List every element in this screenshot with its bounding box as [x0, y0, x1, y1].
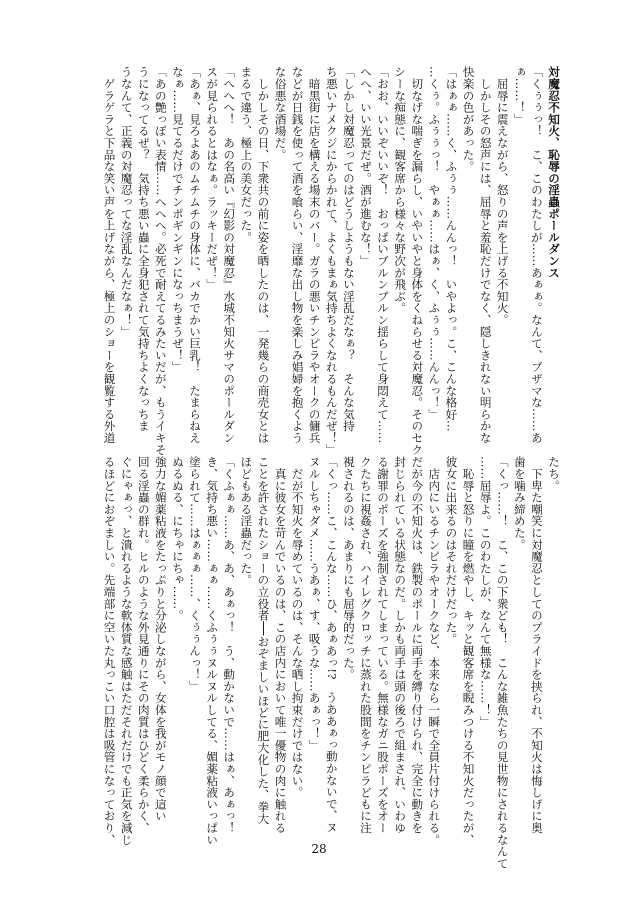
text-line: 「はぁぁ……く、ふぅぅ……んんっ！ いやよっ。こ、こんな格好…: [444, 66, 459, 432]
text-line: 「くっ……こ、こんな……ひ、あぁあっ!? うああぁっ動かないで、ヌ: [324, 456, 339, 834]
text-line: 「しかし対魔忍ってのはどうしようもない淫乱だなぁ？ そんな気持: [341, 66, 356, 432]
text-line: 快楽の色があった。: [461, 66, 476, 173]
text-line: なぁ……見てるだけでチンポギンギンになっちまうぜ！」: [170, 66, 185, 373]
text-line: るほどにおぞましい。先端部に空いた丸っこい口腔は吸管になっており、: [102, 456, 117, 846]
text-line: ヌルしちゃダメ……うあぁ、す、吸うな……あぁっ！」: [307, 456, 322, 751]
text-block-upper: [62, 66, 562, 456]
text-line: クたちに視姦され、ハイレグクロッチに蒸れた股間をチンピラどもに注: [358, 456, 373, 834]
text-line: 「あの艶っぽい表情……へへへ。必死で耐えてるみたいだが、もうイキそ: [153, 66, 168, 456]
text-line: る謝罪のポーズを強制されてしまっている。無様なガニ股ポーズをオー: [376, 456, 391, 834]
text-line: だが今の不知火は、鉄製のポールに両手を縛り付けられ、完全に動きを: [410, 456, 425, 834]
text-line: スが見られるとはなぁ。ラッキーだぜ！」: [205, 66, 220, 291]
text-line: しかしその日、下衆共の前に姿を晒したのは、一発幾らの商売女とは: [256, 66, 271, 444]
text-line: 塗られて……はぁぁぁ……、くぅぅんっ！」: [188, 456, 203, 692]
text-line: ぁ……！」: [512, 66, 527, 125]
text-line: 封じられている状態なのだ。しかも両手は頭の後ろで組まされ、いわゆ: [393, 456, 408, 834]
text-line: ぬるぬる、にちゃにちゃ……。: [170, 456, 185, 622]
text-line: 歯を噛み締めた。: [512, 456, 527, 551]
text-line: 「くぅぅっ！ こ、このわたしが……あぁぁ。なんて、ブザマな……あ: [529, 66, 544, 444]
text-line: 暗黒街に店を構える場末のバー。ガラの悪いチンピラやオークの傭兵: [307, 66, 322, 444]
text-line: 「へへへ！ あの名高い『幻影の対魔忍』水城不知火サマのポールダン: [222, 66, 237, 444]
text-line: …くぅ。ふぅぅっ！ やぁぁ……はぁ、く、ふぅぅ……んんっ！」: [427, 66, 442, 420]
text-line: まるで違う、極上の美女だった。: [239, 66, 254, 243]
text-line: ことを許されたショーの立役者──おぞましいほどに肥大化した、拳大: [256, 456, 271, 825]
text-line: などが日銭を使って酒を喰らい、淫靡な出し物を楽しみ娼婦を抱くよう: [290, 66, 305, 444]
text-line: 「あぁ、見ろよあのムチムチの身体に、バカでかい巨乳！ たまらねえ: [188, 66, 203, 444]
text-line: ち悪いナメクジにからかれて、よくもまぁ気持ちよくなれるもんだぜ！」: [324, 66, 339, 456]
text-line: な俗悪な酒場だ。: [273, 66, 288, 161]
text-line: へへ、いい光景だぜ。酒が進むな！」: [358, 66, 373, 267]
text-line: シーな痴態に、観客席から様々な野次が飛ぶ。: [393, 66, 408, 314]
text-line: うになってるぜ？ 気持ち悪い蟲に全身犯されて気持ちよくなっちま: [136, 66, 151, 432]
text-line: ……屈辱よ。このわたしが、なんて無様な……！」: [478, 456, 493, 728]
text-line: 「くっ……！ こ、この下衆ども！ こんな雑魚たちの見世物にされるなんて: [495, 456, 510, 869]
text-line: だが不知火を辱めているのは、そんな晒し拘束だけではない。: [290, 456, 305, 799]
text-line: 強力な媚薬粘液をたっぷりと分泌しながら、女体を我がモノ顔で這い: [153, 456, 168, 822]
text-line: ほどもある淫蟲だった。: [239, 456, 254, 586]
text-line: 真に彼女を苛んでいるのは、この店内において唯一優物の肉に触れる: [273, 456, 288, 834]
text-line: 下卑た嘲笑に対魔忍としてのプライドを挟られ、不知火は悔しげに奥: [529, 456, 544, 834]
text-line: 彼女に出来るのはそれだけだった。: [444, 456, 459, 645]
text-line: 恥辱と怒りに瞳を燃やし、キッと観客席を睨みつける不知火だったが、: [461, 456, 476, 846]
chapter-title: 対魔忍不知火、恥辱の淫蟲ポールダンス: [547, 66, 561, 279]
text-line: たち。: [547, 456, 561, 492]
text-line: 屈辱に震えながら、怒りの声を上げる不知火。: [495, 66, 510, 326]
text-line: 店内にいるチンピラやオークなど、本来なら一瞬で全員片付けられる。: [427, 456, 442, 846]
text-line: き、気持ち悪い……ぁぁ……くふぅぅヌルヌルしてる、媚薬粘液いっぱい: [205, 456, 220, 846]
text-line: しかしその怒声には、屈辱と羞恥だけでなく、隠しきれない明らかな: [478, 66, 493, 444]
text-line: ゲラゲラと下品な笑い声を上げながら、極上のショーを観覧する外道: [102, 66, 117, 444]
text-line: 「おお、いいぞいいぞ！ おっぱいブルンブルン揺らして身悶えて……: [376, 66, 391, 444]
text-line: うなんて、正義の対魔忍ってな淫乱なんだなぁ！」: [119, 66, 134, 338]
text-line: 「くふぁぁ……あ、あ、あぁっ！ う、動かないで……はぁ、あぁっ！: [222, 456, 237, 834]
page-number: 28: [311, 842, 327, 856]
text-line: 視されるのは、あまりにも屈辱的だった。: [341, 456, 356, 681]
text-line: 回る淫蟲の群れ。ヒルのような外見通りにその肉質はひどく柔らかく、: [136, 456, 151, 834]
text-line: ぐにゃぁっ、と潰れるような軟体質な感触はただそれだけでも正気を減じ: [119, 456, 134, 846]
text-line: 切なげな喘ぎを漏らし、いやいやと身体をくねらせる対魔忍。そのセク: [410, 66, 425, 456]
